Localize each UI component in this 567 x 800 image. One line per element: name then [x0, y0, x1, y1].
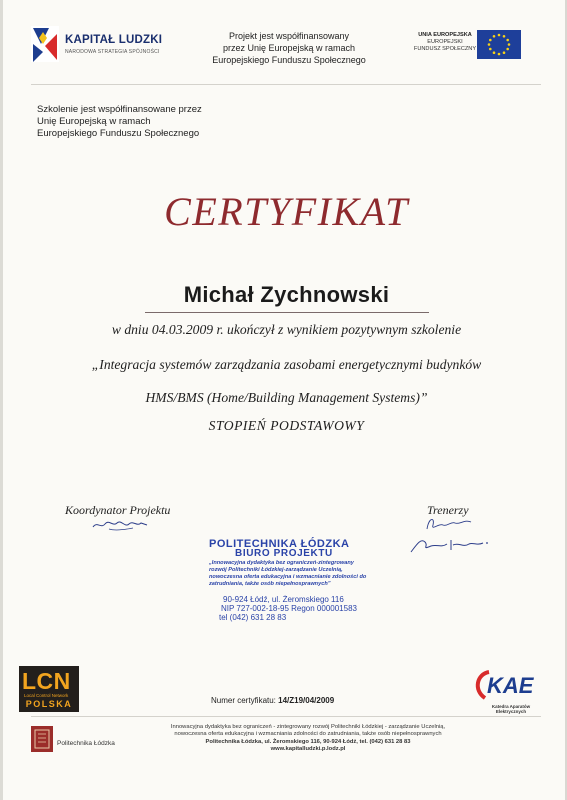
kapital-ludzki-emblem-icon	[31, 24, 61, 64]
recipient-name: Michał Zychnowski	[183, 282, 390, 307]
eu-sub-line: FUNDUSZ SPOŁECZNY	[413, 46, 477, 52]
lcn-country: POLSKA	[25, 699, 73, 709]
certificate-title: CERTYFIKAT	[164, 189, 409, 234]
cofinance-line: Europejskiego Funduszu Społecznego	[37, 128, 200, 139]
course-title-line: HMS/BMS (Home/Building Management Systems)”	[145, 390, 428, 405]
lcn-tagline: Local Control Network	[24, 693, 69, 698]
kae-logo	[471, 666, 543, 714]
header-cofinance-note	[199, 30, 379, 66]
footer-address: Politechnika Łódzka, ul. Żeromskiego 116, 90-924 Łódź, tel. (042) 631 28 83	[205, 738, 411, 745]
footer-divider	[31, 716, 541, 717]
kapital-ludzki-name: KAPITAŁ LUDZKI	[65, 34, 163, 46]
certificate-number-value: 14/Z19/04/2009	[278, 696, 335, 705]
stamp-registration: NIP 727-002-18-95 Regon 000001583	[221, 604, 357, 613]
stamp-university: POLITECHNIKA ŁÓDZKA	[209, 538, 350, 550]
stamp-phone: tel (042) 631 28 83	[219, 613, 287, 622]
header-note-line: przez Unię Europejską w ramach	[222, 43, 356, 53]
trainer-signature	[407, 534, 493, 556]
recipient-underline	[145, 312, 429, 313]
header-divider	[31, 84, 541, 85]
lcn-polska-logo	[19, 666, 79, 712]
trainers-label: Trenerzy	[427, 503, 469, 517]
footer-line: nowoczesna oferta edukacyjna i wzmacniania zdolności do zatrudniania, także osób niepełnosprawnych	[174, 731, 442, 738]
kapital-ludzki-subtitle: NARODOWA STRATEGIA SPÓJNOŚCI	[65, 49, 160, 55]
header-note-line: Europejskiego Funduszu Społecznego	[212, 55, 366, 65]
header-note-line: Projekt jest współfinansowany	[228, 31, 350, 41]
stamp-project-description: „Innowacyjna dydaktyka bez ograniczeń-zintegrowany rozwój Politechniki Łódzkiej-zarządzanie Uczelnią, nowoczesna oferta edukacyjna i wzmacnianie zdolności do zatrudniania, także osób niepełnosprawnych”	[209, 560, 367, 587]
eu-label	[404, 32, 486, 53]
training-cofinance-note	[37, 104, 297, 140]
cofinance-line: Szkolenie jest współfinansowane przez	[37, 104, 202, 115]
coordinator-signature	[89, 515, 159, 535]
lcn-wordmark: LCN	[22, 668, 71, 694]
kae-subtitle: Katedra Aparatów Elektrycznych	[491, 704, 531, 714]
stamp-office: BIURO PROJEKTU	[235, 548, 333, 559]
politechnika-lodzka-emblem-icon	[31, 726, 53, 752]
trainer-signature	[421, 513, 481, 535]
footer-line: Innowacyjna dydaktyka bez ograniczeń - zintegrowany rozwój Politechniki Łódzkiej - zarządzanie Uczelnią,	[170, 724, 446, 730]
kae-logo-icon	[471, 666, 543, 704]
politechnika-lodzka-name: Politechnika Łódzka	[57, 740, 115, 747]
kapital-ludzki-logo	[31, 24, 171, 68]
certificate-number	[211, 696, 334, 705]
certificate-number-label: Numer certyfikatu:	[211, 696, 276, 705]
completion-statement: w dniu 04.03.2009 r. ukończył z wynikiem pozytywnym szkolenie	[111, 322, 462, 337]
svg-text:KAE: KAE	[487, 673, 534, 698]
eu-title: UNIA EUROPEJSKA	[418, 32, 472, 38]
eu-flag-icon	[477, 30, 521, 59]
stamp-address: 90-924 Łódź, ul. Żeromskiego 116	[223, 595, 344, 604]
course-title-line: „Integracja systemów zarządzania zasobami energetycznymi budynków	[91, 357, 482, 372]
university-stamp	[209, 538, 365, 626]
course-level: STOPIEŃ PODSTAWOWY	[208, 418, 365, 433]
coordinator-label: Koordynator Projektu	[65, 503, 171, 517]
footer-info	[143, 724, 473, 754]
cofinance-line: Unię Europejską w ramach	[37, 116, 151, 127]
footer-website: www.kapitalludzki.p.lodz.pl	[270, 746, 346, 753]
eu-sub-line: EUROPEJSKI	[427, 39, 463, 45]
